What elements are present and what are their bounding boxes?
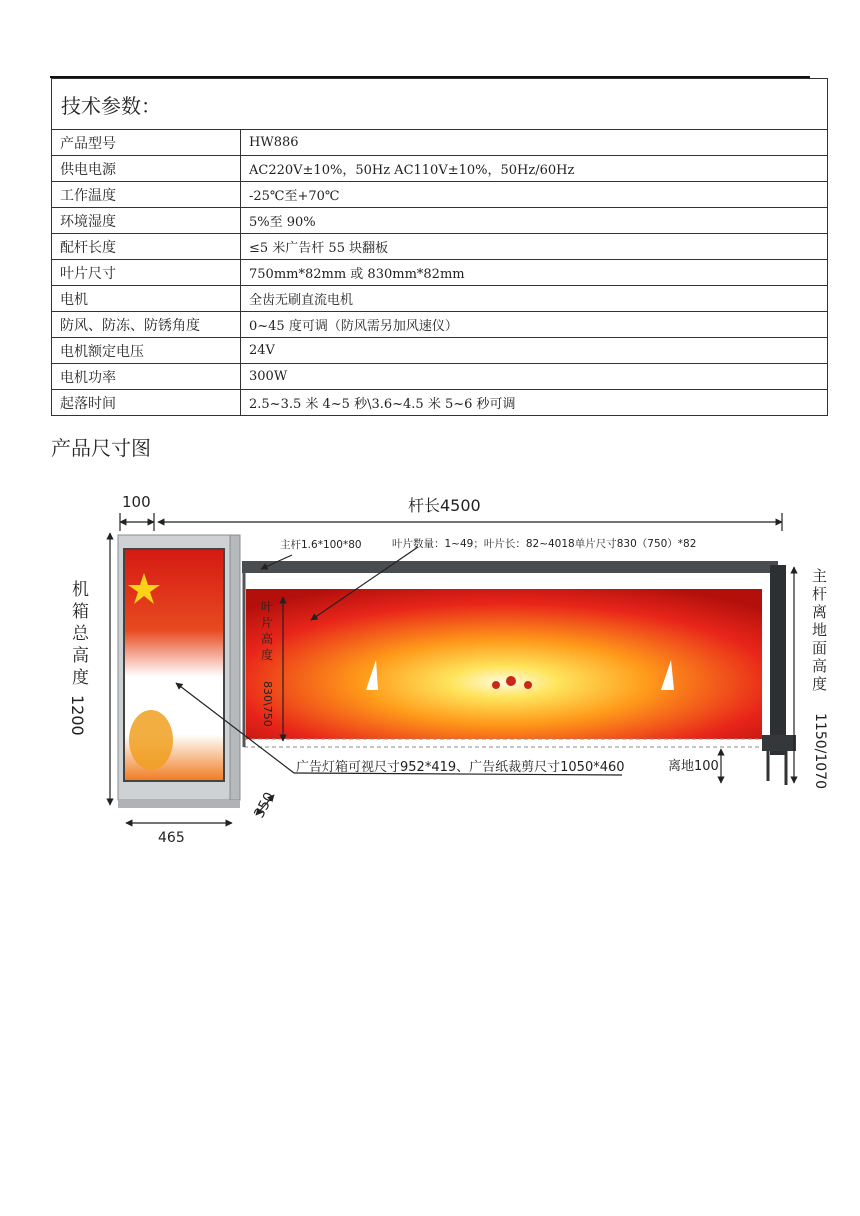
spec-table — [51, 78, 828, 416]
vertical-char: 片 — [261, 616, 274, 630]
spec-value: 24V — [241, 338, 828, 364]
spec-row — [52, 182, 828, 208]
spec-row — [52, 234, 828, 260]
spec-value: 2.5~3.5 米 4~5 秒\3.6~4.5 米 5~6 秒可调 — [241, 390, 828, 416]
boom-arm — [242, 561, 796, 785]
vertical-char: 地 — [812, 621, 828, 639]
label-blade-info: 叶片数量：1~49；叶片长：82~4018单片尺寸830（750）*82 — [392, 538, 697, 550]
spec-value: HW886 — [241, 130, 828, 156]
vertical-char: 离 — [812, 603, 828, 621]
blade-height-value: 830\750 — [261, 681, 274, 727]
spec-label: 电机 — [52, 286, 241, 312]
vertical-char: 高 — [72, 646, 89, 666]
spec-label: 供电电源 — [52, 156, 241, 182]
spec-label: 防风、防冻、防锈角度 — [52, 312, 241, 338]
spec-label: 产品型号 — [52, 130, 241, 156]
vertical-char: 度 — [261, 648, 274, 662]
vertical-char: 度 — [72, 668, 89, 688]
dimension-diagram — [56, 485, 836, 855]
spec-label: 配杆长度 — [52, 234, 241, 260]
label-lightbox: 广告灯箱可视尺寸952*419、广告纸裁剪尺寸1050*460 — [296, 760, 625, 775]
spec-label: 叶片尺寸 — [52, 260, 241, 286]
spec-value: 全齿无刷直流电机 — [241, 286, 828, 312]
vertical-char: 面 — [812, 639, 828, 657]
spec-value: 5%至 90% — [241, 208, 828, 234]
pole-height-label — [812, 567, 827, 693]
spec-table-heading: 技术参数： — [52, 79, 828, 130]
spec-row — [52, 286, 828, 312]
spec-row — [52, 260, 828, 286]
spec-label: 电机额定电压 — [52, 338, 241, 364]
pole-height-value: 1150/1070 — [812, 713, 828, 789]
dim-depth: 350 — [251, 789, 279, 821]
spec-value: 300W — [241, 364, 828, 390]
spec-value: AC220V±10%，50Hz AC110V±10%，50Hz/60Hz — [241, 156, 828, 182]
dim-100: 100 — [122, 493, 151, 511]
vertical-char: 主 — [812, 567, 828, 585]
spec-label: 电机功率 — [52, 364, 241, 390]
spec-table-heading-row — [52, 79, 828, 130]
cabinet-height-label — [72, 580, 90, 688]
vertical-char: 机 — [72, 580, 89, 600]
dim-boom-length: 杆长4500 — [408, 496, 481, 515]
spec-row — [52, 130, 828, 156]
spec-row — [52, 156, 828, 182]
spec-value: ≤5 米广告杆 55 块翻板 — [241, 234, 828, 260]
spec-label: 起落时间 — [52, 390, 241, 416]
cabinet-height-value: 1200 — [68, 695, 87, 736]
vertical-char: 总 — [72, 624, 89, 644]
dim-width: 465 — [158, 830, 185, 846]
section-title: 产品尺寸图 — [51, 436, 151, 460]
spec-row — [52, 208, 828, 234]
spec-value: 750mm*82mm 或 830mm*82mm — [241, 260, 828, 286]
spec-label: 环境湿度 — [52, 208, 241, 234]
vertical-char: 高 — [261, 632, 274, 646]
spec-row — [52, 390, 828, 416]
vertical-char: 杆 — [812, 585, 828, 603]
spec-value: 0~45 度可调（防风需另加风速仪） — [241, 312, 828, 338]
spec-row — [52, 312, 828, 338]
vertical-char: 度 — [812, 675, 828, 693]
vertical-char: 高 — [812, 657, 828, 675]
spec-row — [52, 364, 828, 390]
cabinet — [118, 535, 240, 808]
spec-value: -25℃至+70℃ — [241, 182, 828, 208]
spec-row — [52, 338, 828, 364]
label-ground-clearance: 离地100 — [668, 759, 719, 774]
vertical-char: 叶 — [261, 600, 274, 614]
label-main-pole: 主杆1.6*100*80 — [280, 539, 362, 551]
vertical-char: 箱 — [72, 602, 89, 622]
spec-label: 工作温度 — [52, 182, 241, 208]
